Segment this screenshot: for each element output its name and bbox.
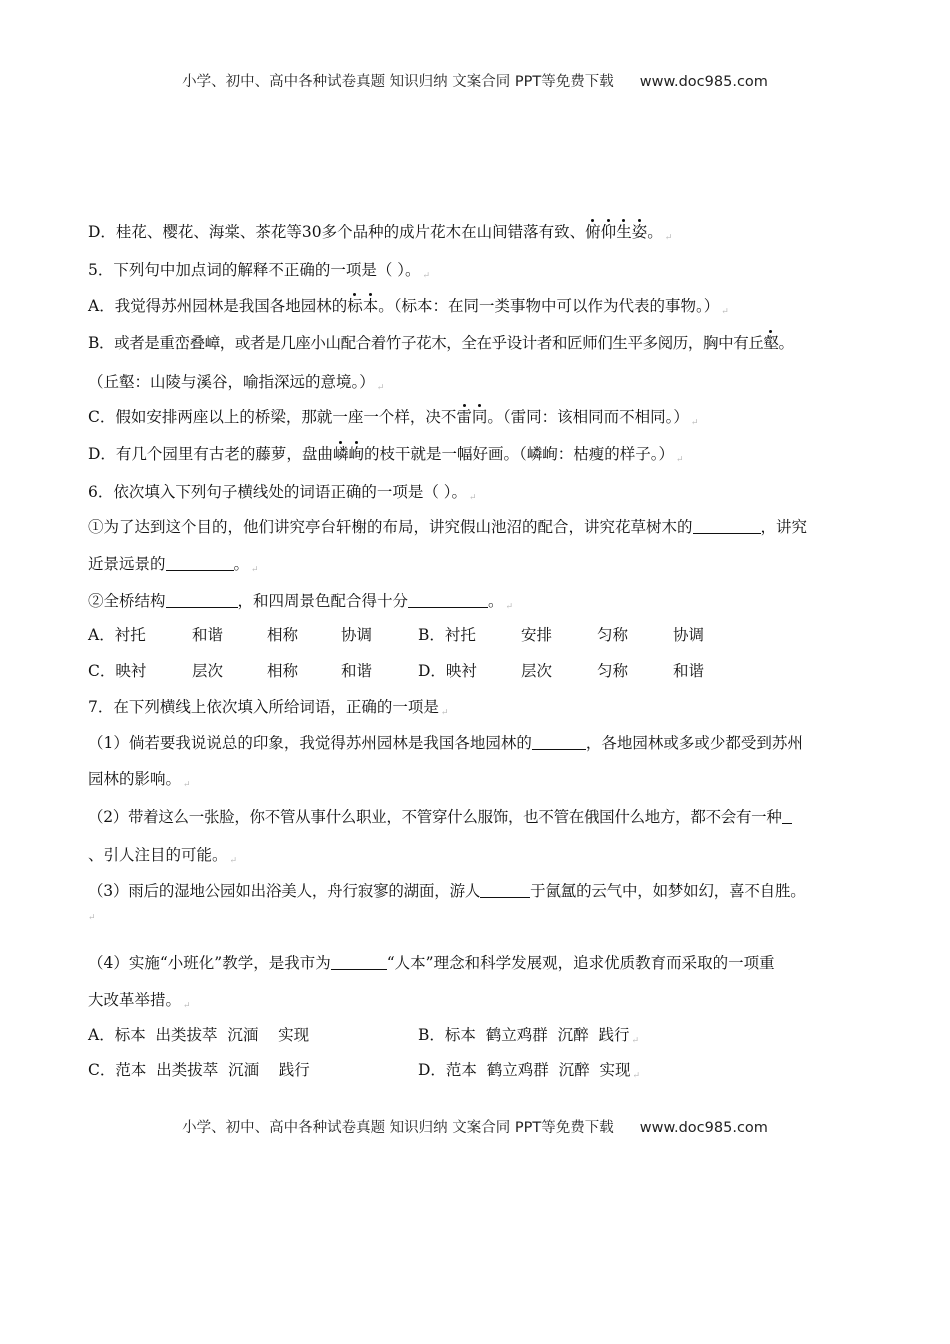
q4-option-d: D．桂花、樱花、海棠、茶花等30多个品种的成片花木在山间错落有致、俯仰生姿。 ↵ — [88, 223, 673, 243]
q6-sentence-1-cont: 近景远景的 。 ↵ — [88, 555, 259, 575]
q5-stem: 5．下列句中加点词的解释不正确的一项是（ ）。 ↵ — [88, 261, 431, 281]
page-header — [0, 70, 950, 91]
q5-option-d: D．有几个园里有古老的藤萝，盘曲嶙峋的枝干就是一幅好画。（嶙峋：枯瘦的样子。） ↵ — [88, 445, 684, 465]
q7-option-c: C．范本 出类拔萃 沉湎 践行 — [88, 1061, 310, 1079]
q7-stem: 7．在下列横线上依次填入所给词语，正确的一项是 ↵ — [88, 698, 449, 718]
q7-option-d: D．范本 鹤立鸡群 沉醉 实现 ↵ — [418, 1061, 641, 1081]
q7-sentence-2: （2）带着这么一张脸，你不管从事什么职业，不管穿什么服饰，也不管在俄国什么地方，都不会有一种 — [88, 807, 792, 827]
q6-sentence-2: ②全桥结构 ，和四周景色配合得十分 。 ↵ — [88, 592, 514, 612]
q5-option-c: C．假如安排两座以上的桥梁，那就一座一个样，决不雷同。（雷同：该相同而不相同。） ↵ — [88, 408, 699, 428]
q6-options-row-1: A．衬托 和谐 相称 协调 B．衬托 安排 匀称 协调 — [88, 626, 705, 644]
q5-option-a: A．我觉得苏州园林是我国各地园林的标本。（标本：在同一类事物中可以作为代表的事物。） ↵ — [88, 297, 729, 317]
q7-option-b: B．标本 鹤立鸡群 沉醉 践行 ↵ — [418, 1026, 640, 1046]
q7-sentence-4-cont: 大改革举措。 ↵ — [88, 991, 191, 1011]
blank — [166, 592, 238, 608]
blank — [532, 734, 586, 750]
q5-option-b-note: （丘壑：山陵与溪谷，喻指深远的意境。） ↵ — [88, 373, 385, 393]
q7-option-a: A．标本 出类拔萃 沉湎 实现 — [88, 1026, 310, 1044]
q6-sentence-1: ①为了达到这个目的，他们讲究亭台轩榭的布局，讲究假山池沼的配合，讲究花草树木的 ，讲究 — [88, 518, 808, 536]
page-footer — [0, 1116, 950, 1137]
blank — [693, 518, 761, 534]
blank — [166, 555, 234, 571]
q6-stem: 6．依次填入下列句子横线处的词语正确的一项是（ ）。 ↵ — [88, 483, 477, 503]
blank — [480, 882, 530, 898]
q7-sentence-3: （3）雨后的湿地公园如出浴美人，舟行寂寥的湖面，游人 于氤氲的云气中，如梦如幻，喜不自胜。 — [88, 882, 806, 900]
q7-sentence-3-mark: ↵ — [88, 913, 96, 923]
footer-text: 小学、初中、高中各种试卷真题 知识归纳 文案合同 PPT等免费下载 — [182, 1120, 614, 1136]
blank — [408, 592, 488, 608]
q7-sentence-4: （4）实施“小班化”教学，是我市为 “人本”理念和科学发展观，追求优质教育而采取的一项重 — [88, 954, 775, 972]
q6-options-row-2: C．映衬 层次 相称 和谐 D．映衬 层次 匀称 和谐 — [88, 662, 705, 680]
q7-sentence-1-cont: 园林的影响。 ↵ — [88, 770, 191, 790]
header-text: 小学、初中、高中各种试卷真题 知识归纳 文案合同 PPT等免费下载 — [182, 74, 614, 90]
header-url[interactable]: www.doc985.com — [639, 74, 768, 90]
q7-sentence-2-cont: 、引人注目的可能。 ↵ — [88, 846, 238, 866]
footer-url[interactable]: www.doc985.com — [639, 1120, 768, 1136]
blank — [782, 808, 792, 824]
q7-sentence-1: （1）倘若要我说说总的印象，我觉得苏州园林是我国各地园林的 ，各地园林或多或少都受到苏州 — [88, 734, 803, 752]
blank — [331, 954, 387, 970]
q5-option-b: B．或者是重峦叠嶂，或者是几座小山配合着竹子花木，全在乎设计者和匠师们生平多阅历，胸中有丘壑。 — [88, 334, 794, 352]
